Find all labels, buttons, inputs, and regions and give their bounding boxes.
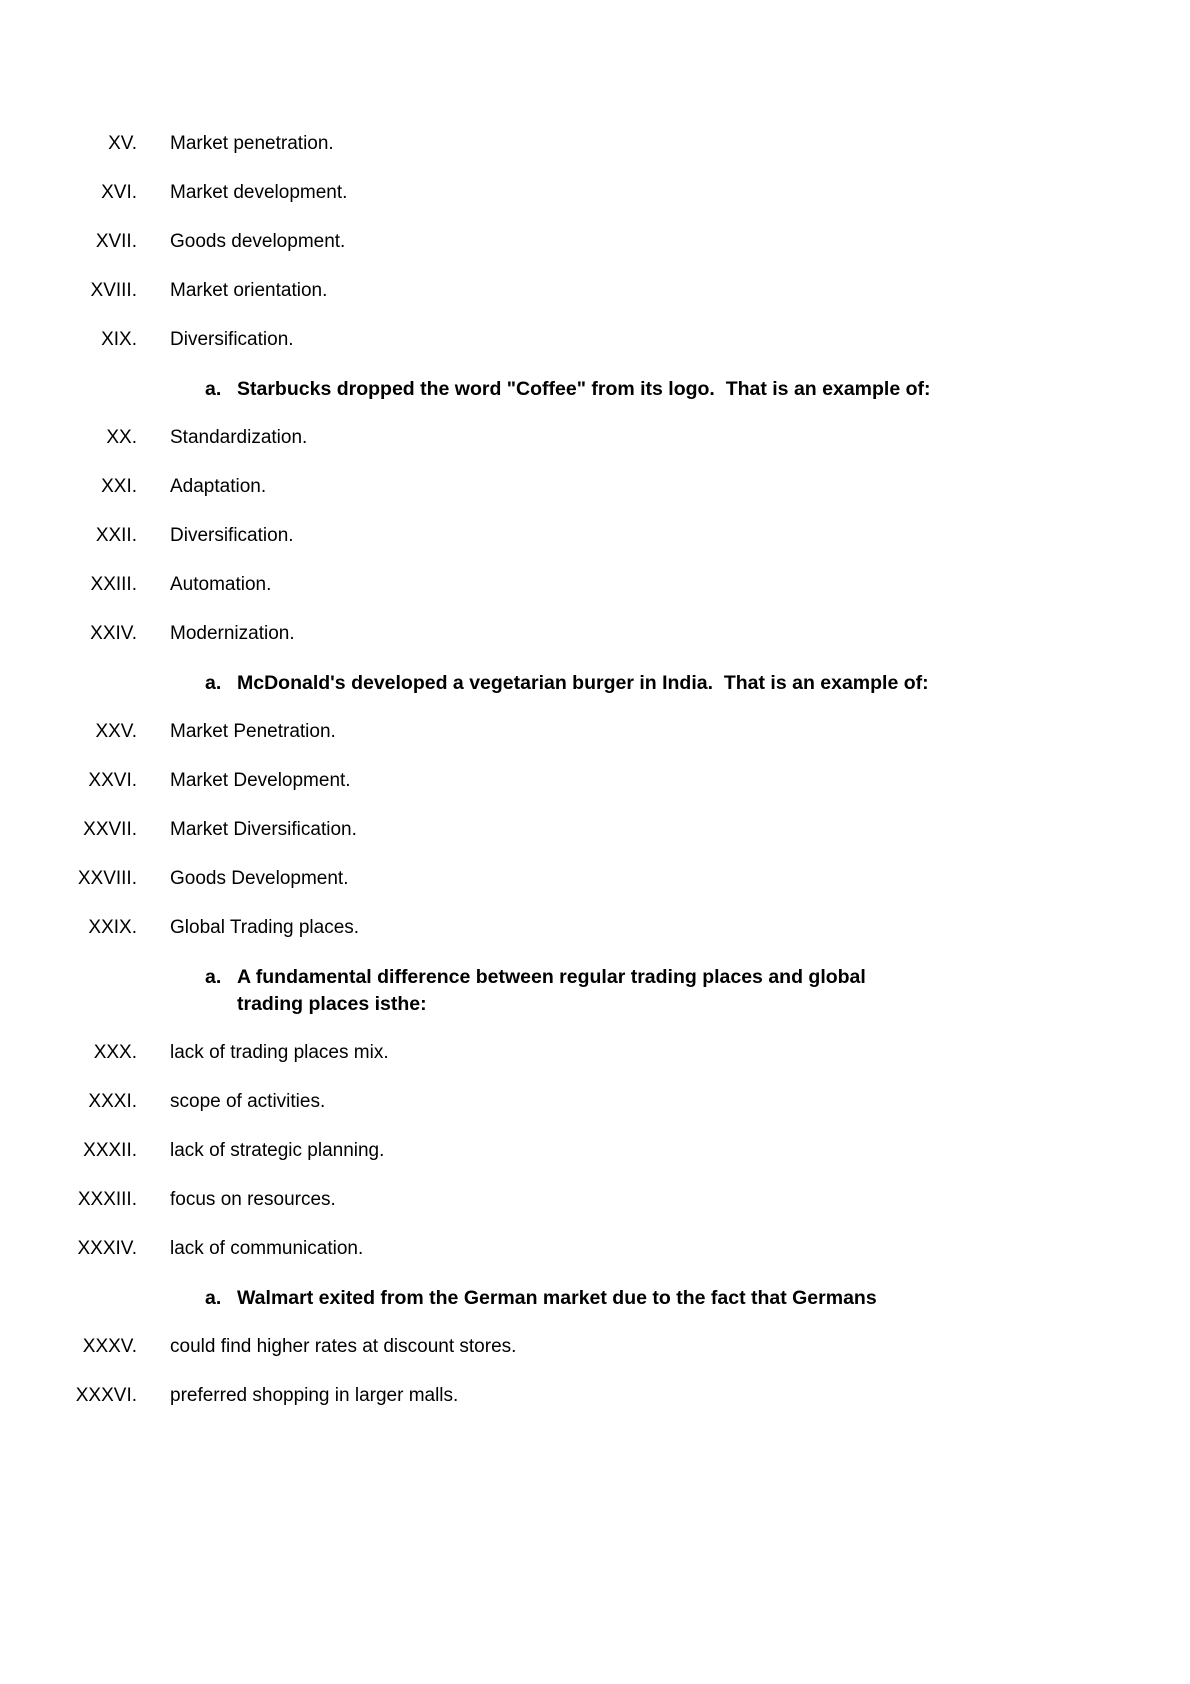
item-numeral: XXVIII. (77, 868, 137, 889)
item-numeral: XXX. (93, 1042, 137, 1063)
question-marker: a. (205, 672, 222, 694)
item-text: Adaptation. (170, 476, 267, 497)
list-item (0, 278, 1190, 304)
list-item (0, 1334, 1190, 1360)
list-item (0, 229, 1190, 255)
item-numeral: XIX. (101, 329, 137, 350)
item-text: Automation. (170, 574, 272, 595)
item-text: Diversification. (170, 329, 294, 350)
item-numeral: XXXV. (82, 1336, 137, 1357)
item-numeral: XVIII. (90, 280, 137, 301)
item-numeral: XXIX. (88, 917, 137, 938)
item-numeral: XXI. (101, 476, 137, 497)
item-text: Modernization. (170, 623, 295, 644)
item-text: Market Penetration. (170, 721, 336, 742)
question-text: Starbucks dropped the word "Coffee" from its logo. That is an example of: (237, 378, 931, 400)
item-numeral: XXXVI. (75, 1385, 137, 1406)
item-text: lack of strategic planning. (170, 1140, 385, 1161)
item-numeral: XXV. (95, 721, 137, 742)
list-item (0, 131, 1190, 157)
list-item (0, 180, 1190, 206)
item-text: Market Development. (170, 770, 351, 791)
list-item (0, 474, 1190, 500)
list-item (0, 768, 1190, 794)
question-marker: a. (205, 1287, 222, 1309)
item-numeral: XXXIV. (77, 1238, 137, 1259)
list-item (0, 572, 1190, 598)
question-marker: a. (205, 378, 222, 400)
question-item (205, 1285, 1190, 1312)
item-numeral: XXXIII. (77, 1189, 137, 1210)
item-numeral: XVI. (101, 182, 137, 203)
item-text: Global Trading places. (170, 917, 360, 938)
item-text: Market orientation. (170, 280, 328, 301)
list-item (0, 1089, 1190, 1115)
list-item (0, 327, 1190, 353)
item-numeral: XXXII. (83, 1140, 137, 1161)
list-item (0, 866, 1190, 892)
item-text: focus on resources. (170, 1189, 336, 1210)
item-text: scope of activities. (170, 1091, 326, 1112)
item-text: lack of trading places mix. (170, 1042, 389, 1063)
item-text: preferred shopping in larger malls. (170, 1385, 459, 1406)
list-item (0, 621, 1190, 647)
item-numeral: XX. (106, 427, 137, 448)
list-item (0, 1187, 1190, 1213)
question-item (205, 670, 1190, 697)
question-text: McDonald's developed a vegetarian burger in India. That is an example of: (237, 672, 929, 694)
list-item (0, 1383, 1190, 1409)
list-item (0, 1236, 1190, 1262)
item-text: Market penetration. (170, 133, 334, 154)
question-text: Walmart exited from the German market due to the fact that Germans (237, 1287, 877, 1309)
list-item (0, 425, 1190, 451)
list-item (0, 817, 1190, 843)
item-numeral: XXIV. (90, 623, 137, 644)
question-text: A fundamental difference between regular trading places and global trading places isthe: (237, 966, 872, 1015)
item-numeral: XXVII. (83, 819, 137, 840)
item-text: lack of communication. (170, 1238, 364, 1259)
question-marker: a. (205, 966, 222, 988)
question-item (205, 376, 1190, 403)
item-numeral: XXVI. (88, 770, 137, 791)
item-numeral: XXII. (95, 525, 137, 546)
question-item (205, 964, 1190, 1018)
item-numeral: XVII. (95, 231, 137, 252)
list-item (0, 915, 1190, 941)
item-text: Diversification. (170, 525, 294, 546)
list-item (0, 1040, 1190, 1066)
item-text: Goods Development. (170, 868, 349, 889)
list-item (0, 1138, 1190, 1164)
item-text: Standardization. (170, 427, 308, 448)
item-text: Market development. (170, 182, 348, 203)
item-text: could find higher rates at discount stores. (170, 1336, 517, 1357)
item-numeral: XXIII. (90, 574, 137, 595)
list-item (0, 523, 1190, 549)
item-numeral: XXXI. (88, 1091, 137, 1112)
item-text: Goods development. (170, 231, 346, 252)
list-item (0, 719, 1190, 745)
item-numeral: XV. (108, 133, 137, 154)
item-text: Market Diversification. (170, 819, 357, 840)
